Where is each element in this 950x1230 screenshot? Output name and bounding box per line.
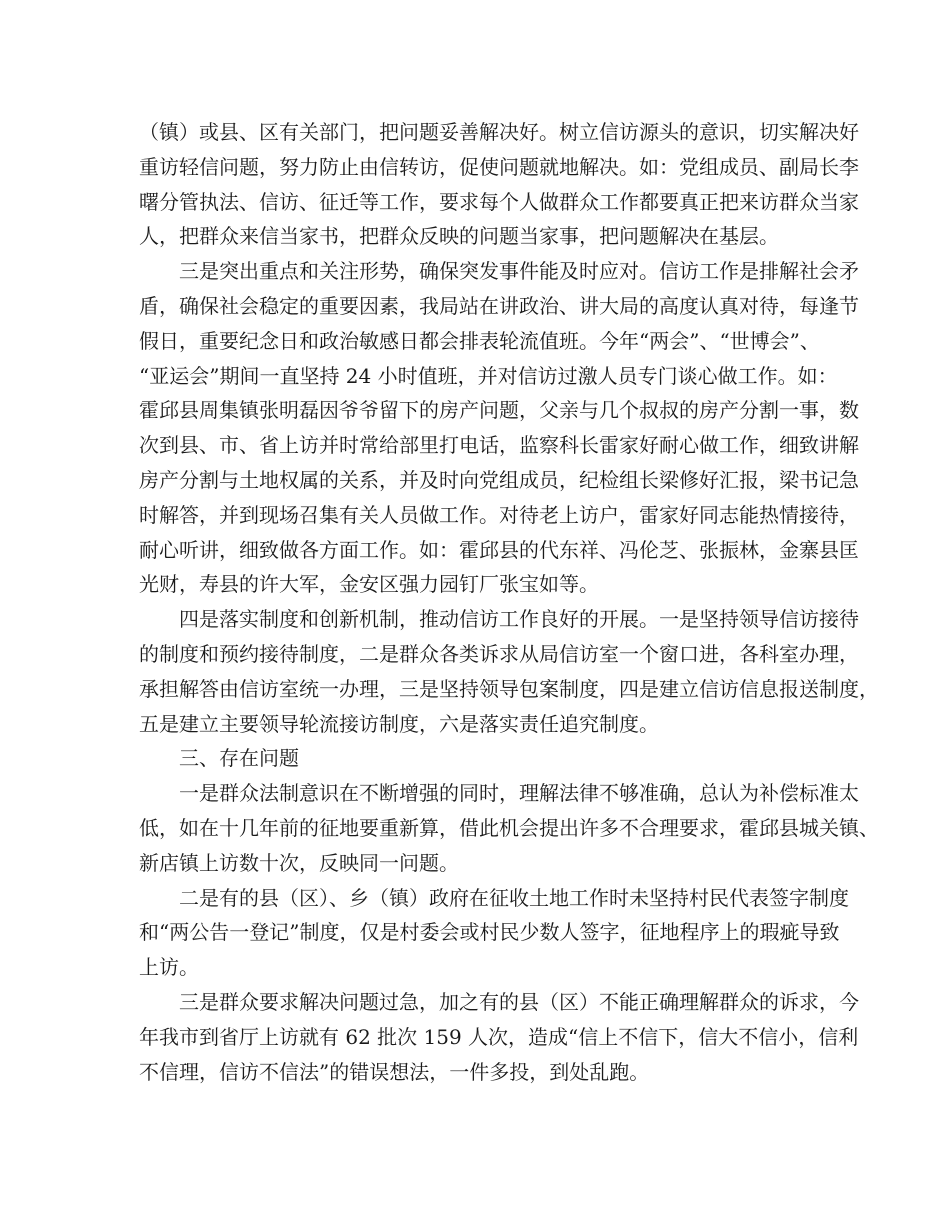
- text-line: 光财，寿县的许大军，金安区强力园钉厂张宝如等。: [139, 572, 599, 597]
- text-line: 和“两公告一登记”制度，仅是村委会或村民少数人签字，征地程序上的瑕疵导致: [139, 920, 840, 945]
- text-line: 重访轻信问题，努力防止由信转访，促使问题就地解决。如：党组成员、副局长李: [139, 154, 859, 179]
- text-line: 二是有的县（区）、乡（镇）政府在征收土地工作时未坚持村民代表签字制度: [179, 885, 849, 910]
- text-line: 不信理，信访不信法”的错误想法，一件多投，到处乱跑。: [139, 1059, 650, 1084]
- text-line: 房产分割与土地权属的关系，并及时向党组成员，纪检组长梁修好汇报，梁书记急: [139, 467, 859, 492]
- text-line: 人，把群众来信当家书，把群众反映的问题当家事，把问题解决在基层。: [139, 224, 779, 249]
- text-line: 一是群众法制意识在不断增强的同时，理解法律不够准确，总认为补偿标准太: [179, 781, 859, 806]
- text-line: 的制度和预约接待制度，二是群众各类诉求从局信访室一个窗口进，各科室办理，: [139, 641, 859, 666]
- text-line: 曙分管执法、信访、征迁等工作，要求每个人做群众工作都要真正把来访群众当家: [139, 189, 859, 214]
- text-line: 上访。: [139, 955, 199, 980]
- text-line: 年我市到省厅上访就有 62 批次 159 人次，造成“信上不信下，信大不信小，信利: [139, 1024, 859, 1049]
- text-line: 假日，重要纪念日和政治敏感日都会排表轮流值班。今年“两会”、“世博会”、: [139, 328, 820, 353]
- text-line: 承担解答由信访室统一办理，三是坚持领导包案制度，四是建立信访信息报送制度，: [139, 676, 879, 701]
- text-line: 三、存在问题: [179, 746, 299, 771]
- text-line: 三是突出重点和关注形势，确保突发事件能及时应对。信访工作是排解社会矛: [179, 259, 859, 284]
- text-line: 耐心听讲，细致做各方面工作。如：霍邱县的代东祥、冯伦芝、张振林，金寨县匡: [139, 537, 859, 562]
- text-line: 盾，确保社会稳定的重要因素，我局站在讲政治、讲大局的高度认真对待，每逢节: [139, 293, 859, 318]
- text-line: 五是建立主要领导轮流接访制度，六是落实责任追究制度。: [139, 711, 659, 736]
- text-line: （镇）或县、区有关部门，把问题妥善解决好。树立信访源头的意识，切实解决好: [139, 120, 859, 144]
- text-line: 新店镇上访数十次，反映同一问题。: [139, 850, 459, 875]
- text-line: 四是落实制度和创新机制，推动信访工作良好的开展。一是坚持领导信访接待: [179, 607, 859, 632]
- document-body: [139, 115, 879, 1089]
- text-line: 三是群众要求解决问题过急，加之有的县（区）不能正确理解群众的诉求，今: [179, 989, 859, 1014]
- text-line: “亚运会”期间一直坚持 24 小时值班，并对信访过激人员专门谈心做工作。如：: [139, 363, 838, 388]
- text-line: 低，如在十几年前的征地要重新算，借此机会提出许多不合理要求，霍邱县城关镇、: [139, 815, 879, 840]
- text-line: 霍邱县周集镇张明磊因爷爷留下的房产问题，父亲与几个叔叔的房产分割一事，数: [139, 398, 859, 423]
- text-line: 时解答，并到现场召集有关人员做工作。对待老上访户，雷家好同志能热情接待，: [139, 502, 859, 527]
- text-line: 次到县、市、省上访并时常给部里打电话，监察科长雷家好耐心做工作，细致讲解: [139, 433, 859, 458]
